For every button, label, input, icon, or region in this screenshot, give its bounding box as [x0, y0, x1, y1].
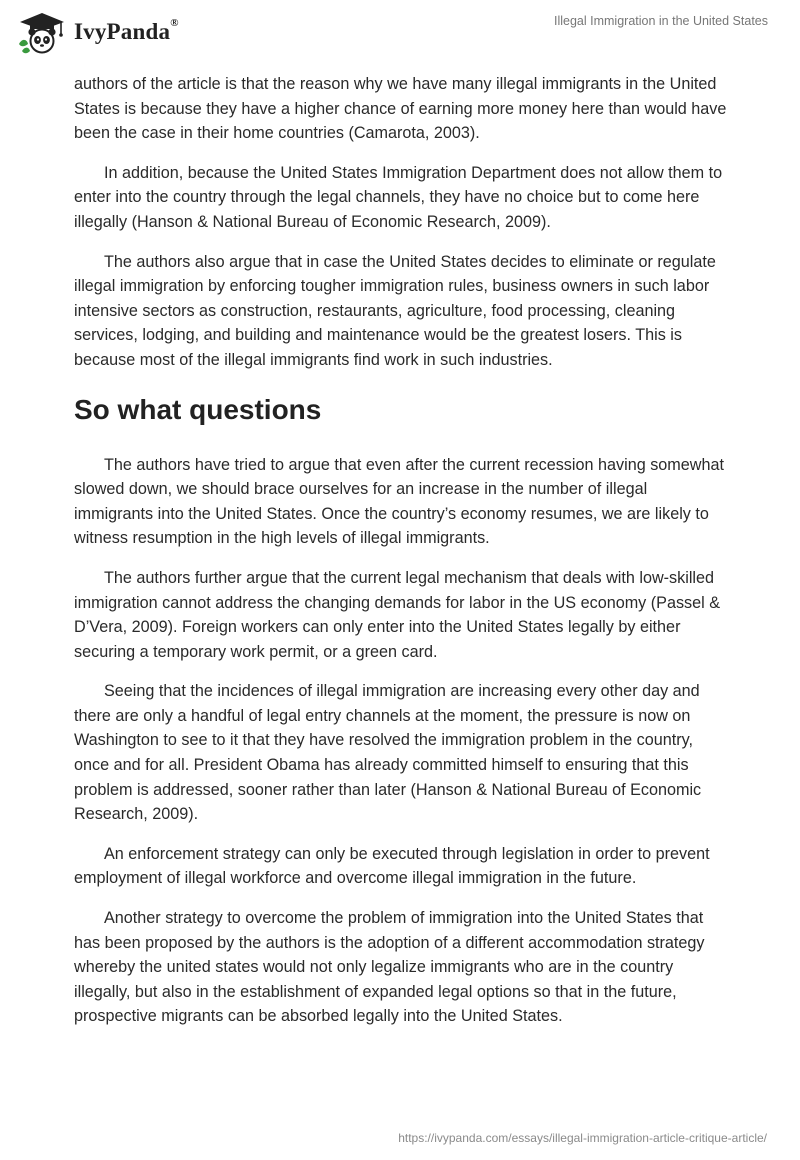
document-title: Illegal Immigration in the United States	[554, 14, 768, 28]
ivypanda-logo[interactable]	[16, 10, 179, 54]
page-header	[0, 0, 800, 64]
brand-name: IvyPanda®	[74, 17, 179, 44]
paragraph: An enforcement strategy can only be executed through legislation in order to prevent employment of illegal workforce and overcome illegal immigration in the future.	[74, 844, 710, 888]
paragraph: Seeing that the incidences of illegal immigration are increasing every other day and there are only a handful of legal entry channels at the moment, the pressure is now on Washington to see to it that they have resolved the immigration problem in the country, once and for all. President Obama has already committed himself to ensuring that this problem is addressed, sooner rather than later (Hanson & National Bureau of Economic Research, 2009).	[74, 682, 702, 824]
paragraph: The authors also argue that in case the United States decides to eliminate or regulate illegal immigration by enforcing tougher immigration rules, business owners in such labor intensive sectors as construction, restaurants, agriculture, food processing, cleaning services, lodging, and building and maintenance would be the greatest losers. This is because most of the illegal immigrants find work in such industries.	[74, 252, 716, 369]
article-body	[74, 72, 730, 1044]
panda-graduation-cap-icon	[16, 10, 68, 54]
section-heading: So what questions	[74, 393, 322, 425]
paragraph: In addition, because the United States Immigration Department does not allow them to enter into the country through the legal channels, they have no choice but to come here illegally (Hanson & National Bureau of Economic Research, 2009).	[74, 163, 723, 231]
trademark-symbol: ®	[170, 17, 179, 29]
paragraph: The authors have tried to argue that even after the current recession having somewhat slowed down, we should brace ourselves for an increase in the number of illegal immigrants into the United States. Once the country’s economy resumes, we are likely to witness resumption in the high levels of illegal immigrants.	[74, 455, 724, 548]
paragraph: Another strategy to overcome the problem of immigration into the United States that has been proposed by the authors is the adoption of a different accommodation strategy whereby the united states would not only legalize immigrants who are in the country illegally, but also in the establishment of expanded legal options so that in the future, prospective migrants can be absorbed legally into the United States.	[74, 909, 705, 1026]
paragraph: The authors further argue that the current legal mechanism that deals with low-skilled immigration cannot address the changing demands for labor in the US economy (Passel & D’Vera, 2009). Foreign workers can only enter into the United States legally by either securing a temporary work permit, or a green card.	[74, 568, 721, 661]
source-url[interactable]: https://ivypanda.com/essays/illegal-immigration-article-critique-article/	[398, 1131, 767, 1145]
paragraph: authors of the article is that the reason why we have many illegal immigrants in the United States is because they have a higher chance of earning more money here than would have been the case in their home countries (Camarota, 2003).	[74, 75, 727, 143]
